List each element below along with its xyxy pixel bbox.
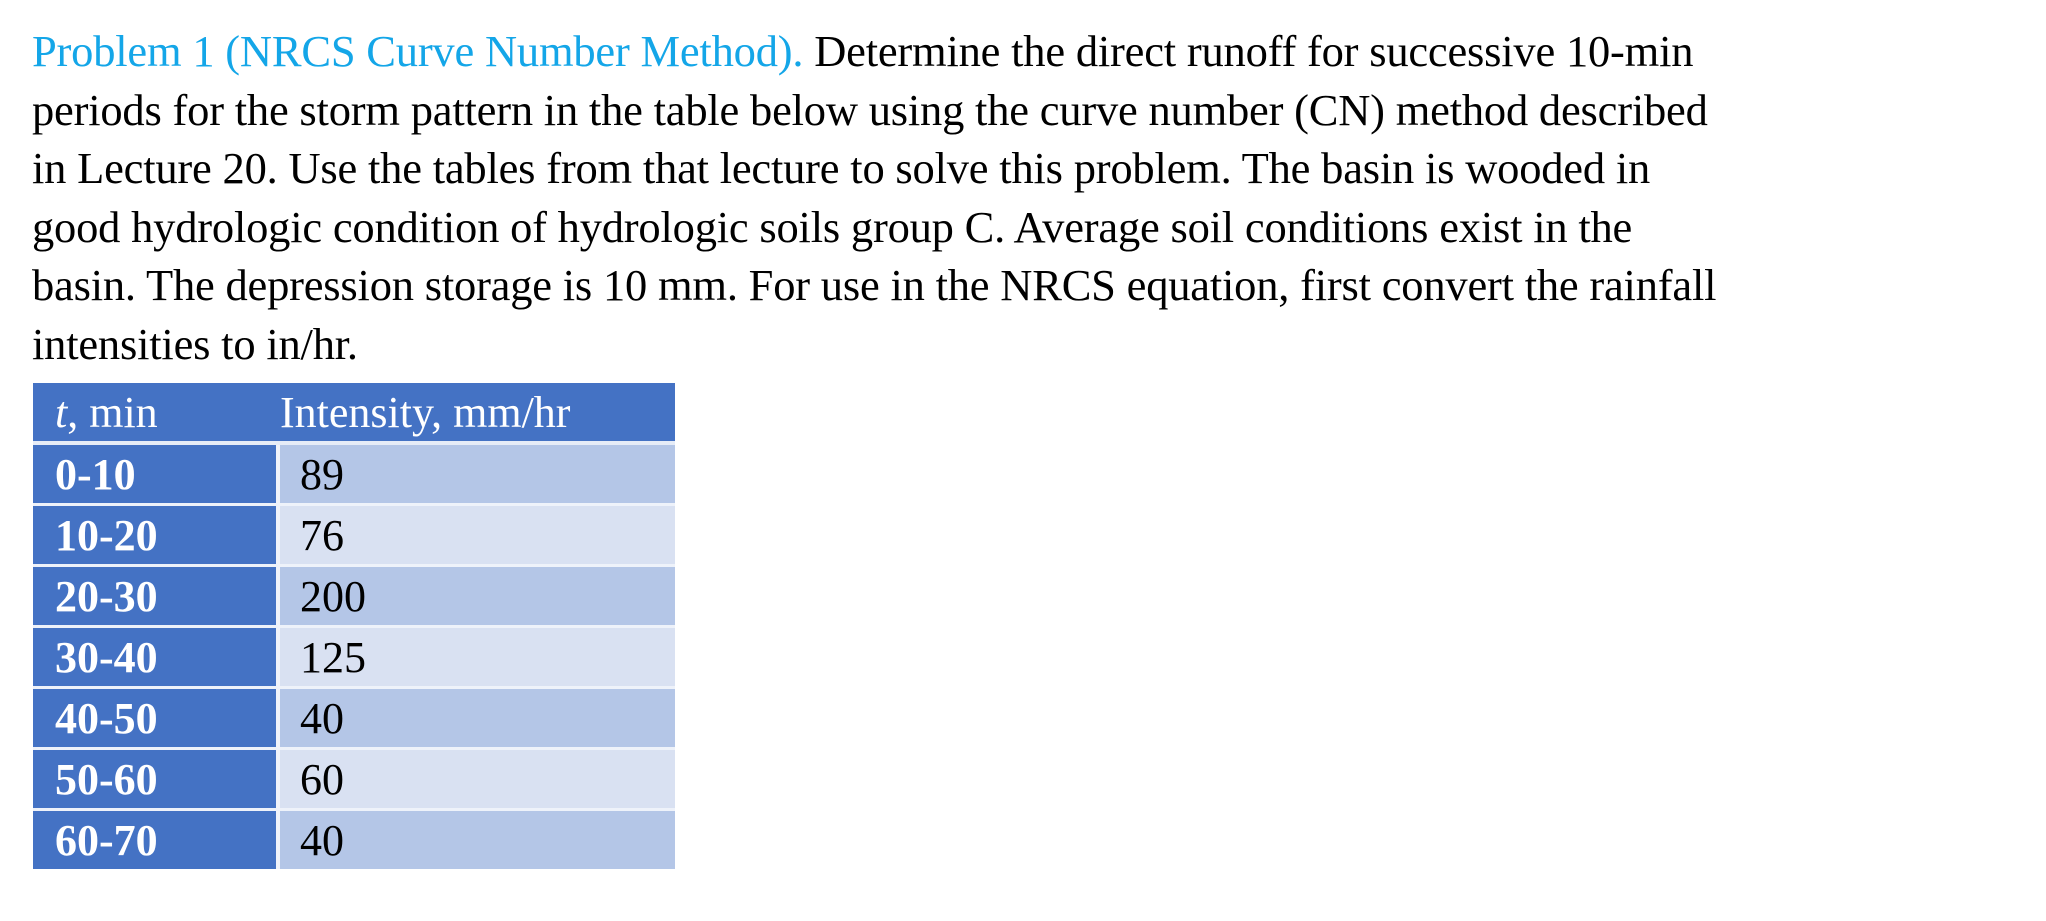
time-cell: 20-30	[33, 567, 280, 628]
time-cell: 10-20	[33, 506, 280, 567]
time-cell: 0-10	[33, 445, 280, 506]
intensity-cell: 200	[280, 567, 675, 628]
problem-text: in Lecture 20. Use the tables from that lecture to solve this problem. The basin is wooded in	[32, 143, 1651, 193]
time-variable: t	[55, 387, 68, 437]
storm-pattern-table	[33, 383, 675, 869]
problem-statement	[32, 22, 2042, 373]
table-row	[33, 506, 675, 567]
problem-text: periods for the storm pattern in the table below using the curve number (CN) method described	[32, 84, 1708, 135]
table-row	[33, 628, 675, 689]
intensity-cell: 60	[280, 750, 675, 811]
intensity-cell: 76	[280, 506, 675, 567]
table-row	[33, 750, 675, 811]
table-row	[33, 567, 675, 628]
problem-text: good hydrologic condition of hydrologic soils group C. Average soil conditions exist in the	[32, 201, 1633, 252]
column-header-time	[33, 383, 280, 445]
problem-text: intensities to in/hr.	[32, 318, 358, 369]
intensity-cell: 89	[280, 445, 675, 506]
intensity-cell: 40	[280, 811, 675, 869]
time-cell: 60-70	[33, 811, 280, 869]
table-header-row	[33, 383, 675, 445]
table-row	[33, 689, 675, 750]
problem-title: Problem 1 (NRCS Curve Number Method).	[32, 26, 804, 76]
column-header-intensity: Intensity, mm/hr	[280, 383, 675, 445]
intensity-cell: 125	[280, 628, 675, 689]
time-cell: 30-40	[33, 628, 280, 689]
time-unit: , min	[67, 387, 158, 437]
time-cell: 40-50	[33, 689, 280, 750]
intensity-cell: 40	[280, 689, 675, 750]
problem-text: Determine the direct runoff for successive 10-min	[803, 26, 1694, 76]
table-row	[33, 811, 675, 869]
table-row	[33, 445, 675, 506]
problem-line-1	[32, 22, 2042, 81]
time-cell: 50-60	[33, 750, 280, 811]
problem-text: basin. The depression storage is 10 mm. For use in the NRCS equation, first convert the rainfall	[32, 260, 1717, 310]
